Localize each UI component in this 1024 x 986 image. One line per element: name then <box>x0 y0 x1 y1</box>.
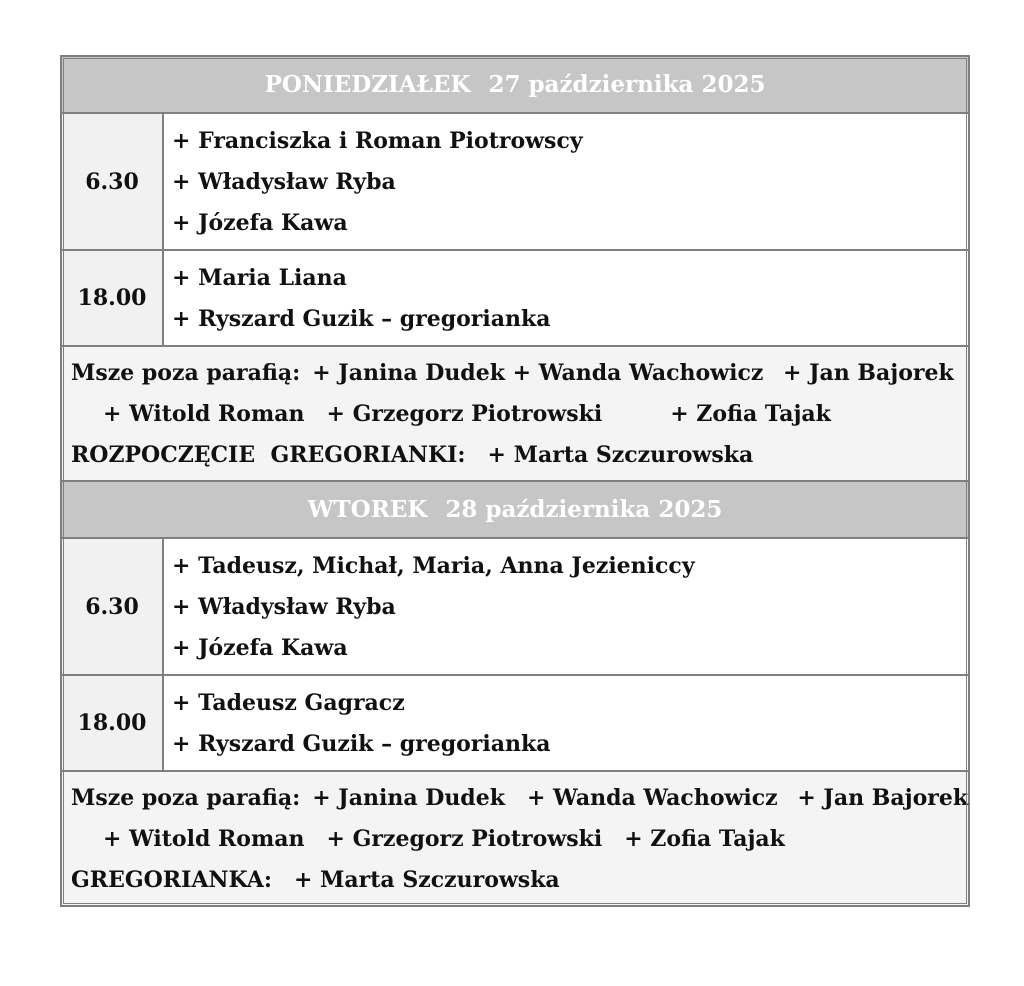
weekday: WTOREK <box>307 496 428 523</box>
special-label: ROZPOCZĘCIE GREGORIANKI: <box>71 442 466 468</box>
intentions <box>164 251 968 347</box>
outside-label: Msze poza parafią: <box>71 360 301 386</box>
intention: + Józefa Kawa <box>172 635 348 661</box>
outside-intention: + Wanda Wachowicz <box>512 360 764 386</box>
intention: + Tadeusz Gagracz <box>172 690 405 716</box>
mass-row <box>62 114 968 251</box>
intention: + Władysław Ryba <box>172 169 396 195</box>
outside-parish-row <box>62 347 968 482</box>
outside-intention: + Witold Roman <box>103 401 305 427</box>
intention: + Maria Liana <box>172 265 347 291</box>
day-header <box>62 482 968 539</box>
mass-time: 18.00 <box>62 676 164 772</box>
mass-row <box>62 539 968 676</box>
date: 28 października 2025 <box>445 496 723 523</box>
outside-label: Msze poza parafią: <box>71 785 301 811</box>
intention: + Franciszka i Roman Piotrowscy <box>172 128 583 154</box>
outside-intention: + Janina Dudek <box>312 360 505 386</box>
mass-schedule <box>60 55 969 907</box>
intentions <box>164 676 968 772</box>
intentions <box>164 114 968 251</box>
outside-intention: + Grzegorz Piotrowski <box>326 401 603 427</box>
outside-intention: + Zofia Tajak <box>670 401 831 427</box>
weekday: PONIEDZIAŁEK <box>264 71 471 98</box>
mass-time: 6.30 <box>62 114 164 251</box>
day-header <box>62 57 968 114</box>
schedule-table <box>60 55 970 907</box>
outside-intention: + Zofia Tajak <box>624 826 785 852</box>
mass-row <box>62 676 968 772</box>
intention: + Tadeusz, Michał, Maria, Anna Jezieniccy <box>172 553 695 579</box>
outside-intention: + Wanda Wachowicz <box>526 785 778 811</box>
intention: + Ryszard Guzik – gregorianka <box>172 731 551 757</box>
outside-intention: + Grzegorz Piotrowski <box>326 826 603 852</box>
outside-intention: + Jan Bajorek <box>797 785 969 811</box>
outside-intention: + Jan Bajorek <box>783 360 954 386</box>
special-name: + Marta Szczurowska <box>487 442 754 468</box>
outside-intention: + Witold Roman <box>103 826 305 852</box>
intention: + Ryszard Guzik – gregorianka <box>172 306 551 332</box>
date: 27 października 2025 <box>488 71 766 98</box>
mass-time: 18.00 <box>62 251 164 347</box>
intention: + Władysław Ryba <box>172 594 396 620</box>
outside-parish-row <box>62 772 968 905</box>
mass-row <box>62 251 968 347</box>
mass-time: 6.30 <box>62 539 164 676</box>
intention: + Józefa Kawa <box>172 210 348 236</box>
special-name: + Marta Szczurowska <box>293 867 560 893</box>
intentions <box>164 539 968 676</box>
outside-intention: + Janina Dudek <box>312 785 505 811</box>
special-label: GREGORIANKA: <box>71 867 272 893</box>
